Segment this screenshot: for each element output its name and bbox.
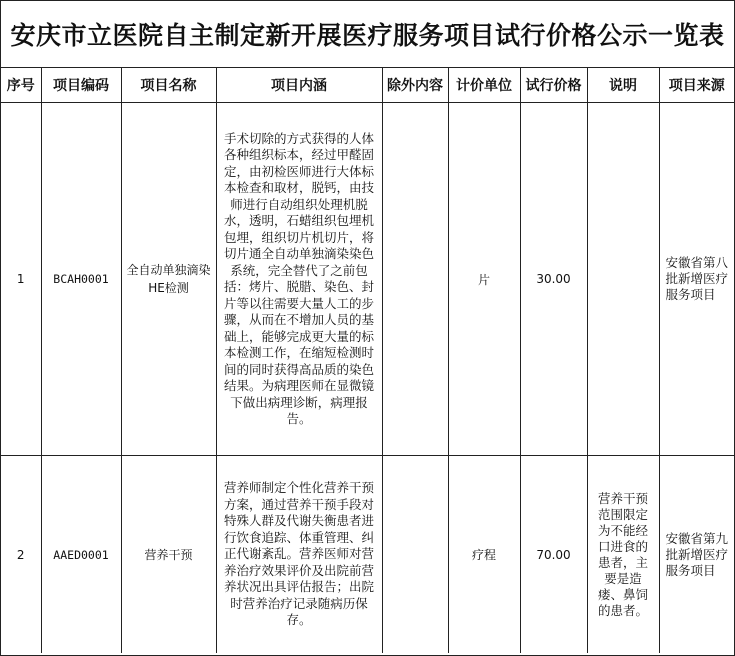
cell-note: 营养干预范围限定为不能经口进食的患者，主要是造瘘、鼻饲的患者。 — [587, 456, 659, 654]
cell-unit: 疗程 — [448, 456, 520, 654]
header-price: 试行价格 — [520, 68, 587, 103]
header-seq: 序号 — [1, 68, 41, 103]
cell-code: AAED0001 — [41, 456, 121, 654]
cell-excluded — [382, 103, 448, 456]
cell-seq: 2 — [1, 456, 41, 654]
header-name: 项目名称 — [121, 68, 216, 103]
page-title: 安庆市立医院自主制定新开展医疗服务项目试行价格公示一览表 — [1, 1, 734, 68]
table-row — [1, 103, 734, 456]
cell-name: 营养干预 — [121, 456, 216, 654]
cell-source: 安徽省第九批新增医疗服务项目 — [659, 456, 734, 654]
cell-content: 营养师制定个性化营养干预方案，通过营养干预手段对特殊人群及代谢失衡患者进行饮食追踪、体重管理、纠正代谢紊乱。营养医师对营养治疗效果评价及出院前营养状况出具评估报告；出院时营养治疗记录随病历保存。 — [216, 456, 382, 654]
cell-code: BCAH0001 — [41, 103, 121, 456]
cell-unit: 片 — [448, 103, 520, 456]
cell-name: 全自动单独滴染HE检测 — [121, 103, 216, 456]
cell-source: 安徽省第八批新增医疗服务项目 — [659, 103, 734, 456]
price-table — [1, 68, 734, 653]
cell-content: 手术切除的方式获得的人体各种组织标本，经过甲醛固定，由初检医师进行大体标本检查和取材，脱钙，由技师进行自动组织处理机脱水，透明，石蜡组织包埋机包埋，组织切片机切片，将切片通全自动单独滴染染色系统，完全替代了之前包括：烤片、脱腊、染色、封片等以往需要大量人工的步骤，从而在不增加人员的基础上，能够完成更大量的标本检测工作，在缩短检测时间的同时获得高品质的染色结果。为病理医师在显微镜下做出病理诊断，病理报告。 — [216, 103, 382, 456]
cell-price: 30.00 — [520, 103, 587, 456]
cell-price: 70.00 — [520, 456, 587, 654]
cell-note — [587, 103, 659, 456]
header-source: 项目来源 — [659, 68, 734, 103]
cell-excluded — [382, 456, 448, 654]
header-code: 项目编码 — [41, 68, 121, 103]
header-unit: 计价单位 — [448, 68, 520, 103]
header-note: 说明 — [587, 68, 659, 103]
cell-seq: 1 — [1, 103, 41, 456]
header-excluded: 除外内容 — [382, 68, 448, 103]
header-row — [1, 68, 734, 103]
table-row — [1, 456, 734, 654]
header-content: 项目内涵 — [216, 68, 382, 103]
